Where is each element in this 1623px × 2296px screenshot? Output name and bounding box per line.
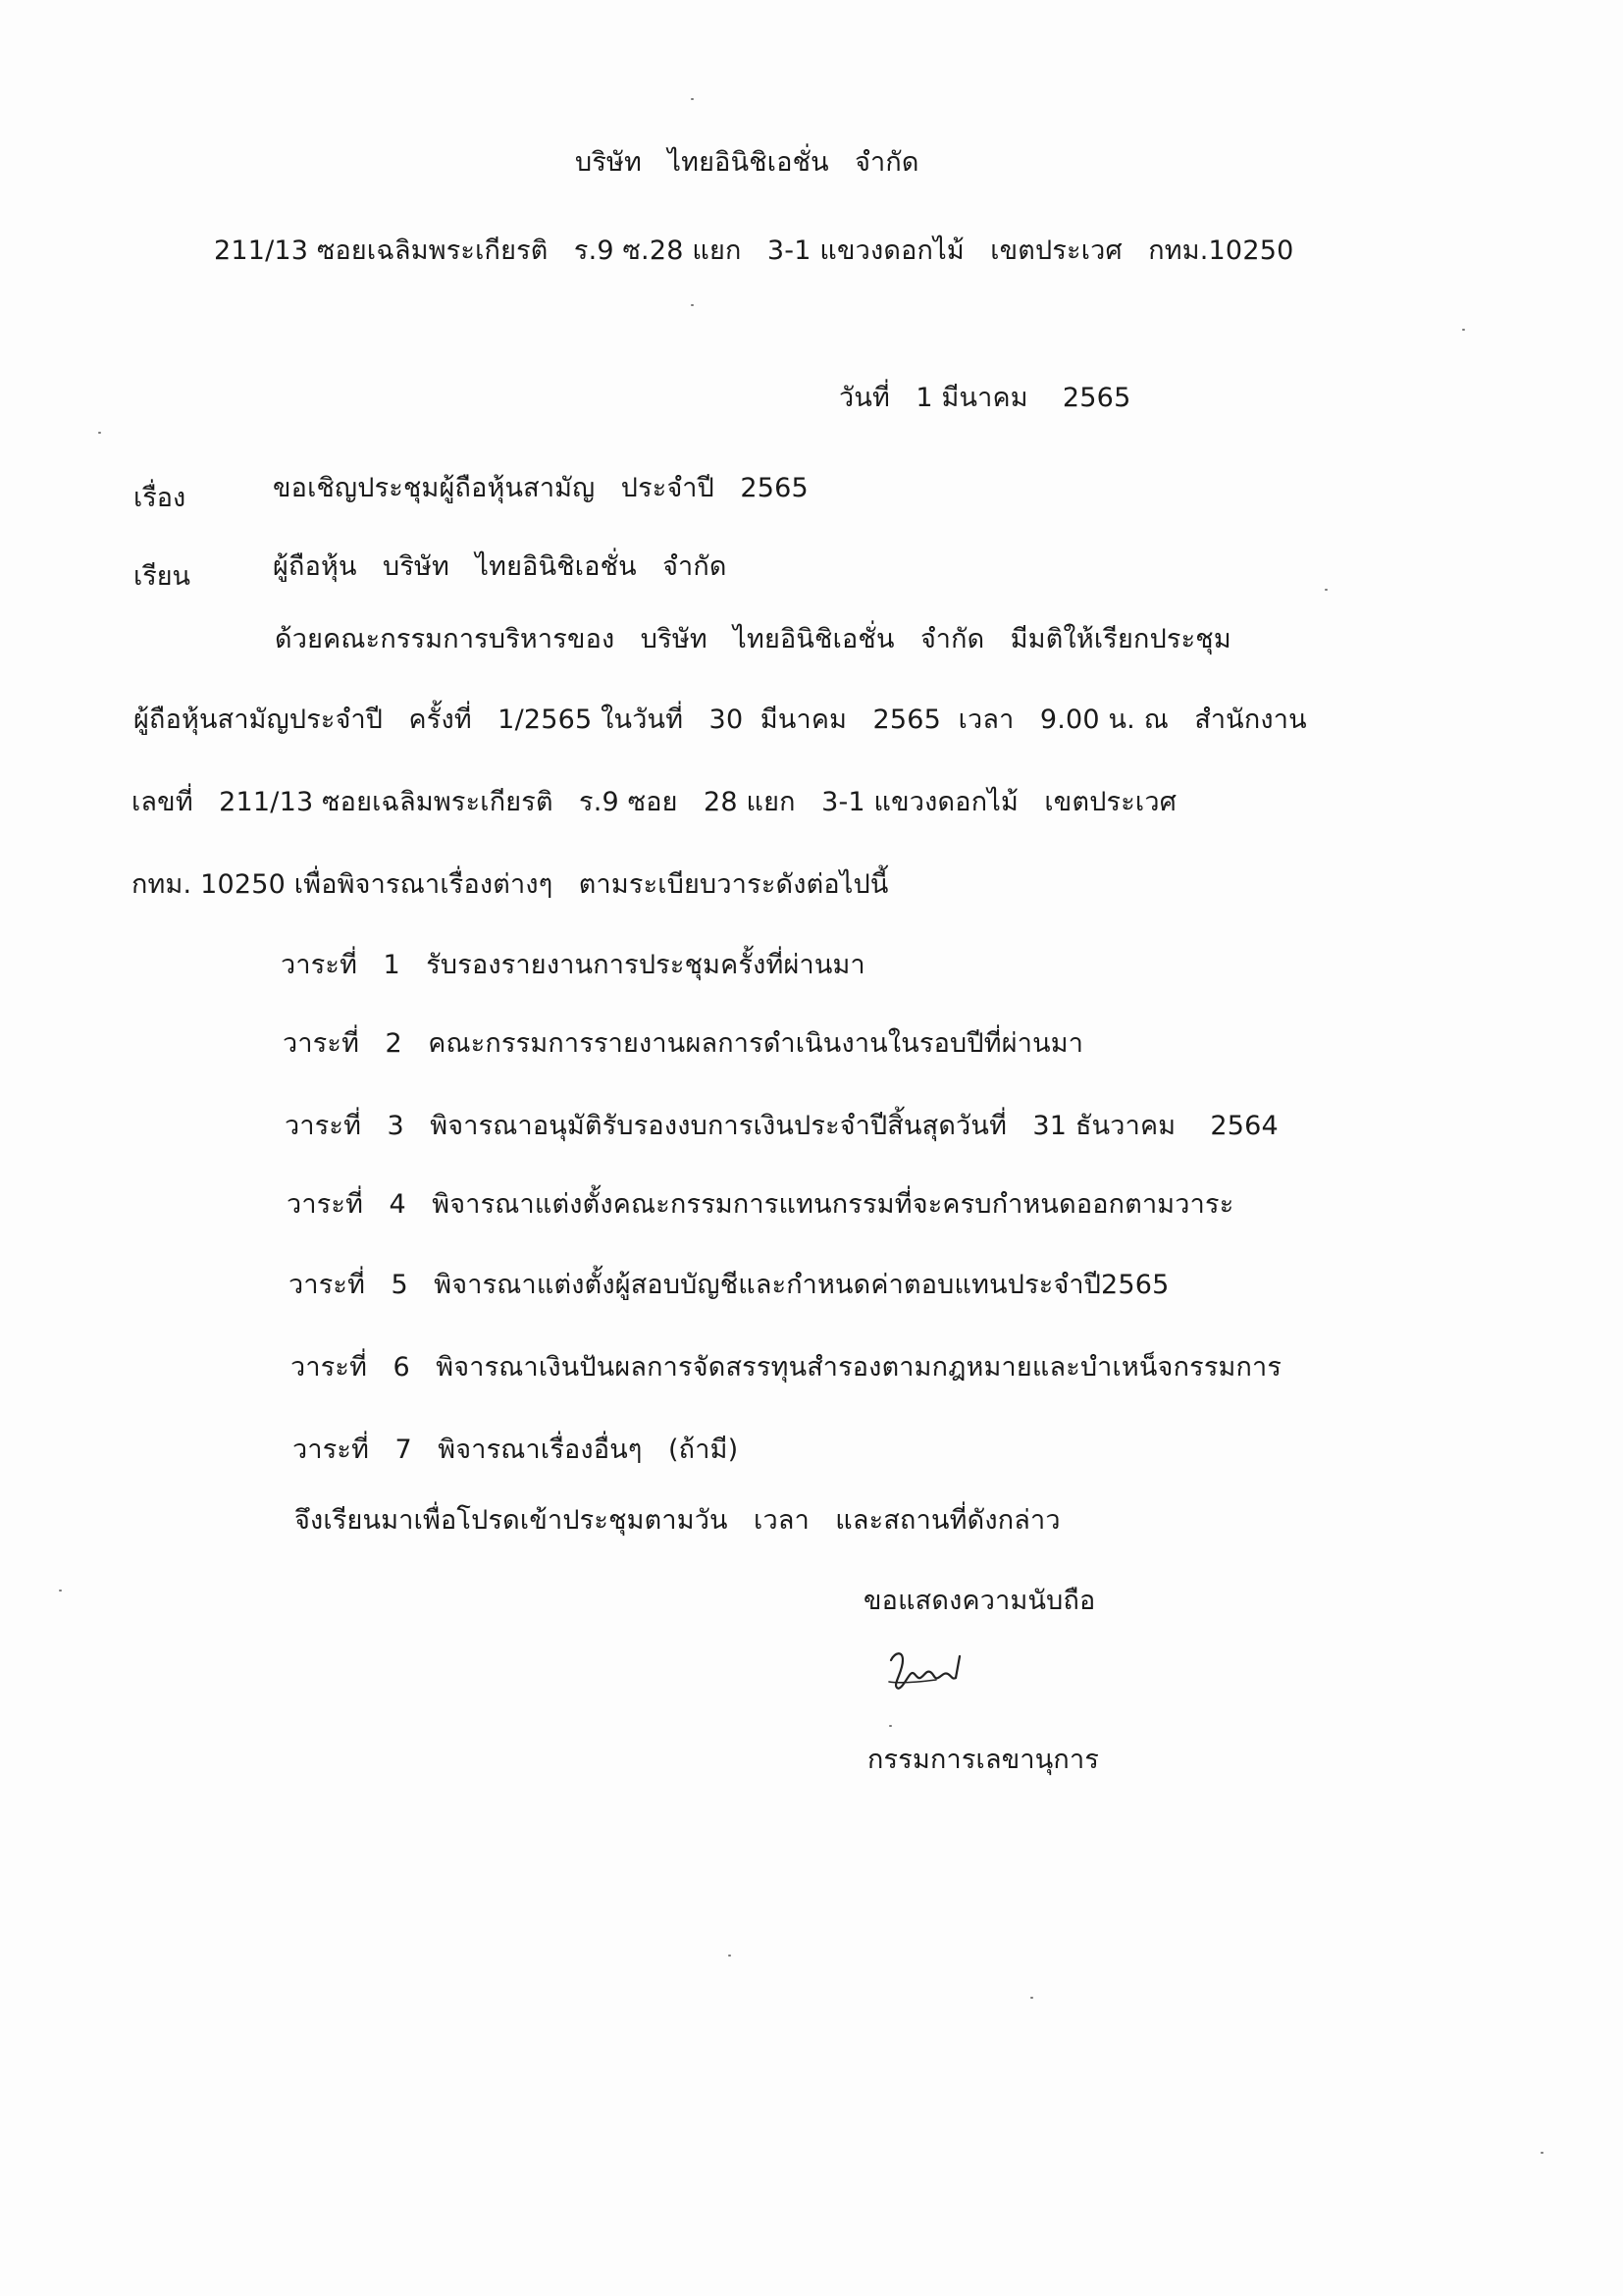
recipient-label: เรียน [133, 561, 191, 592]
closing-text: จึงเรียนมาเพื่อโปรดเข้าประชุมตามวัน เวลา และสถานที่ดังกล่าว [294, 1505, 1061, 1536]
scan-speck [728, 1955, 731, 1957]
body-line-1: ด้วยคณะกรรมการบริหารของ บริษัท ไทยอินิชิเอชั่น จำกัด มีมติให้เรียกประชุม [275, 624, 1231, 654]
body-line-2: ผู้ถือหุ้นสามัญประจำปี ครั้งที่ 1/2565 ในวันที่ 30 มีนาคม 2565 เวลา 9.00 น. ณ สำนักงาน [133, 704, 1307, 735]
agenda-item-6: วาระที่ 6 พิจารณาเงินปันผลการจัดสรรทุนสำรองตามกฎหมายและบำเหน็จกรรมการ [290, 1352, 1283, 1383]
scan-speck [59, 1590, 62, 1592]
company-address: 211/13 ซอยเฉลิมพระเกียรติ ร.9 ซ.28 แยก 3-1 แขวงดอกไม้ เขตประเวศ กทม.10250 [214, 235, 1294, 266]
letter-date: วันที่ 1 มีนาคม 2565 [839, 383, 1131, 413]
company-name: บริษัท ไทยอินิชิเอชั่น จำกัด [575, 147, 919, 178]
scan-speck [1541, 2152, 1544, 2154]
agenda-item-4: วาระที่ 4 พิจารณาแต่งตั้งคณะกรรมการแทนกรรมที่จะครบกำหนดออกตามวาระ [287, 1189, 1234, 1220]
agenda-item-3: วาระที่ 3 พิจารณาอนุมัติรับรองงบการเงินประจำปีสิ้นสุดวันที่ 31 ธันวาคม 2564 [285, 1111, 1279, 1141]
signer-title: กรรมการเลขานุการ [867, 1745, 1100, 1775]
scan-speck [691, 304, 694, 306]
body-line-4: กทม. 10250 เพื่อพิจารณาเรื่องต่างๆ ตามระเบียบวาระดังต่อไปนี้ [131, 869, 889, 900]
agenda-item-1: วาระที่ 1 รับรองรายงานการประชุมครั้งที่ผ่านมา [281, 950, 865, 980]
subject-text: ขอเชิญประชุมผู้ถือหุ้นสามัญ ประจำปี 2565 [273, 473, 809, 503]
scan-speck [691, 98, 694, 100]
scan-speck [1325, 589, 1328, 591]
scan-speck [98, 432, 101, 434]
agenda-item-5: วาระที่ 5 พิจารณาแต่งตั้งผู้สอบบัญชีและกำหนดค่าตอบแทนประจำปี2565 [288, 1270, 1170, 1300]
body-line-3: เลขที่ 211/13 ซอยเฉลิมพระเกียรติ ร.9 ซอย 28 แยก 3-1 แขวงดอกไม้ เขตประเวศ [131, 787, 1178, 817]
regards-text: ขอแสดงความนับถือ [864, 1586, 1096, 1616]
scan-speck [889, 1725, 892, 1727]
scan-speck [1462, 329, 1465, 331]
agenda-item-7: วาระที่ 7 พิจารณาเรื่องอื่นๆ (ถ้ามี) [292, 1435, 739, 1465]
signature-image [881, 1639, 979, 1697]
subject-label: เรื่อง [133, 483, 186, 513]
agenda-item-2: วาระที่ 2 คณะกรรมการรายงานผลการดำเนินงานในรอบปีที่ผ่านมา [283, 1028, 1084, 1059]
recipient-text: ผู้ถือหุ้น บริษัท ไทยอินิชิเอชั่น จำกัด [273, 551, 727, 582]
scan-speck [1030, 1997, 1033, 1999]
